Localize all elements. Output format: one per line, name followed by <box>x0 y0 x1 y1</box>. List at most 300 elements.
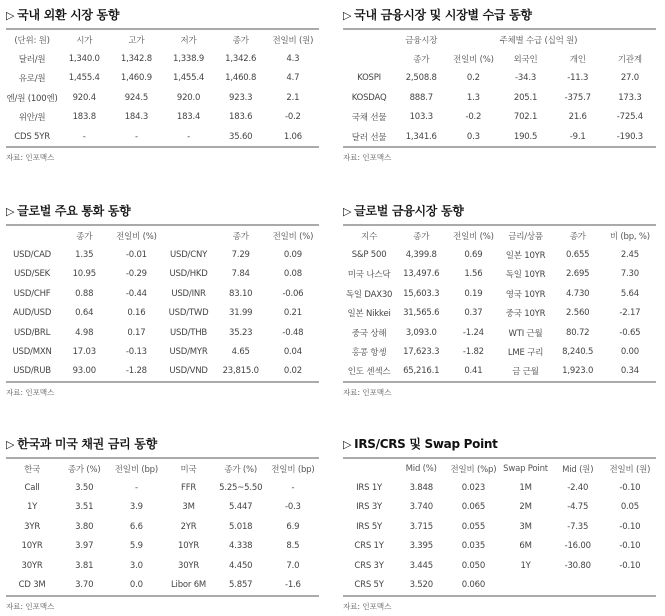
table-cell: 7.84 <box>231 269 250 280</box>
table-row <box>6 245 319 264</box>
table-row <box>343 108 656 127</box>
section-title <box>343 436 656 452</box>
table-cell: 7.29 <box>231 250 250 261</box>
table-cell: 0.34 <box>620 366 639 377</box>
column-header <box>162 225 214 245</box>
table-cell: Libor 6M <box>171 580 207 591</box>
table-cell: -34.3 <box>515 73 537 84</box>
table-cell: USD/SEK <box>14 269 51 280</box>
table-cell: -1.24 <box>462 327 484 338</box>
table-cell: 3.0 <box>129 560 143 571</box>
table-cell: 184.3 <box>124 112 149 123</box>
column-header: 금리/상품 <box>508 231 543 242</box>
table-cell: 영국 10YR <box>505 289 546 300</box>
column-header: 전일비 (%p) <box>450 464 497 475</box>
column-header: 종가 <box>232 35 249 46</box>
triangle-icon: ▷ <box>343 438 352 451</box>
panel-global-market <box>343 203 656 398</box>
column-header: Mid (%) <box>405 463 437 474</box>
table-cell: USD/HKD <box>169 269 208 280</box>
column-header <box>343 458 395 478</box>
table-cell: 달러 선물 <box>351 132 387 143</box>
table-cell: 3.97 <box>75 541 94 552</box>
table-cell: 1,455.4 <box>173 73 205 84</box>
table-cell: -7.35 <box>567 521 589 532</box>
table-cell: USD/CNY <box>169 250 208 261</box>
table-row <box>343 69 656 88</box>
column-header: 종가 <box>413 231 430 242</box>
table-cell: USD/CAD <box>13 250 52 261</box>
table-cell: 183.4 <box>176 112 201 123</box>
table-cell: 위안/원 <box>18 113 46 124</box>
column-header <box>604 29 656 49</box>
table-cell: 10.95 <box>72 269 96 280</box>
table-cell: 173.3 <box>618 92 642 103</box>
section-title-text: 국내 금융시장 및 시장별 수급 동향 <box>354 8 532 22</box>
table-cell: 0.023 <box>461 483 486 494</box>
table-cell: 8.5 <box>286 541 300 552</box>
table-cell: 205.1 <box>513 92 538 103</box>
table-row <box>6 304 319 323</box>
table-cell: 3.395 <box>409 541 433 552</box>
panel-fx-domestic <box>6 7 319 163</box>
table-cell: 93.00 <box>72 366 96 377</box>
column-header: 종가 (%) <box>224 464 258 475</box>
table-cell: 0.2 <box>466 73 480 84</box>
table-cell: 183.8 <box>72 112 96 123</box>
table-cell: 0.060 <box>461 580 486 591</box>
table-cell: -0.10 <box>619 541 641 552</box>
table-cell: 920.0 <box>176 92 201 103</box>
source-note: 자료: 인포맥스 <box>343 388 392 398</box>
table-cell: -375.7 <box>564 92 591 103</box>
section-title-text: 국내 외환 시장 동향 <box>17 8 120 22</box>
table-header-row <box>6 225 319 245</box>
table-cell: Call <box>24 483 40 494</box>
table-row <box>6 108 319 127</box>
table-cell: 702.1 <box>513 112 538 123</box>
table-cell: 3.715 <box>409 521 433 532</box>
table-cell: 독일 10YR <box>505 270 546 281</box>
table-cell <box>604 575 656 595</box>
table-cell: -16.00 <box>564 541 591 552</box>
table-row <box>343 478 656 497</box>
column-header: 종가 <box>413 55 430 66</box>
triangle-icon: ▷ <box>343 9 352 22</box>
column-header <box>343 49 395 68</box>
table-cell: 103.3 <box>409 112 433 123</box>
table-cell: 0.37 <box>464 308 483 319</box>
table-row <box>343 517 656 536</box>
source-note: 자료: 인포맥스 <box>6 153 55 163</box>
table-cell: 15,603.3 <box>403 288 440 299</box>
panel-irs-crs <box>343 436 656 612</box>
table-cell: 3.81 <box>75 560 94 571</box>
global-market-table <box>343 224 656 383</box>
table-cell: 5.9 <box>129 541 143 552</box>
table-cell: -0.10 <box>619 560 641 571</box>
panel-bond-rates <box>6 436 319 612</box>
table-cell: 미국 나스닥 <box>347 270 391 281</box>
table-cell: 35.23 <box>229 327 253 338</box>
table-cell: 0.04 <box>283 347 302 358</box>
table-cell: WTI 근월 <box>508 328 543 339</box>
table-cell: -0.06 <box>282 288 304 299</box>
table-cell: -0.10 <box>619 483 641 494</box>
table-cell: CRS 1Y <box>354 541 384 552</box>
section-title-text: 글로벌 금융시장 동향 <box>354 204 464 218</box>
table-cell: 5.018 <box>229 521 253 532</box>
column-header: 종가 <box>232 231 249 242</box>
table-cell <box>552 575 604 595</box>
table-cell: 923.3 <box>229 92 253 103</box>
table-cell: 3.740 <box>409 502 433 513</box>
table-cell: IRS 3Y <box>356 502 383 513</box>
column-header: 전일비 (원) <box>272 35 314 46</box>
table-cell: - <box>291 483 295 494</box>
section-title <box>6 436 319 452</box>
table-cell <box>499 575 551 595</box>
table-cell: 1.35 <box>75 250 94 261</box>
table-cell: CRS 3Y <box>354 560 384 571</box>
column-header <box>6 225 58 245</box>
table-cell: 2.560 <box>566 308 590 319</box>
table-row <box>6 49 319 68</box>
column-header: 전일비 (%) <box>116 231 157 242</box>
table-cell: 1,340.0 <box>68 54 100 65</box>
column-header: 지수 <box>361 231 378 242</box>
table-cell: 3.9 <box>129 502 143 513</box>
table-cell: 2.45 <box>620 250 639 261</box>
table-cell: -1.28 <box>125 366 147 377</box>
table-cell: 3.445 <box>409 560 433 571</box>
table-cell: 4.730 <box>566 288 590 299</box>
table-cell: 80.72 <box>566 327 590 338</box>
table-cell: 1,923.0 <box>562 366 594 377</box>
table-row <box>6 498 319 517</box>
table-cell: 0.0 <box>129 580 143 591</box>
table-row <box>6 284 319 303</box>
table-cell: 0.3 <box>466 131 480 142</box>
table-cell: 0.88 <box>75 288 94 299</box>
table-cell: 17.03 <box>72 347 96 358</box>
table-header-row <box>6 29 319 49</box>
table-cell: 0.050 <box>461 560 486 571</box>
table-cell: USD/MYR <box>169 347 208 358</box>
column-header: (단위: 원) <box>14 35 50 46</box>
table-cell: 31,565.6 <box>403 308 440 319</box>
table-cell: 13,497.6 <box>403 269 440 280</box>
bond-rates-table <box>6 457 319 597</box>
table-cell: 금 근월 <box>512 367 539 378</box>
table-cell: 0.035 <box>461 541 486 552</box>
table-cell: -0.48 <box>282 327 304 338</box>
table-cell: 1,342.8 <box>120 54 152 65</box>
table-cell: -725.4 <box>616 112 643 123</box>
table-cell: 5.857 <box>229 580 253 591</box>
triangle-icon: ▷ <box>6 438 15 451</box>
column-header: 전일비 (bp) <box>271 464 315 475</box>
table-row <box>6 323 319 342</box>
table-header-row <box>343 49 656 68</box>
table-cell: -1.82 <box>462 347 484 358</box>
table-cell: 0.19 <box>464 288 483 299</box>
table-row <box>343 498 656 517</box>
table-cell: 1.06 <box>283 131 302 142</box>
table-cell: 3.848 <box>409 483 433 494</box>
table-cell: 888.7 <box>409 92 433 103</box>
table-cell: 8,240.5 <box>562 347 594 358</box>
table-cell: 1,460.8 <box>225 73 257 84</box>
table-cell: -2.17 <box>619 308 641 319</box>
table-cell: 0.16 <box>127 308 146 319</box>
table-cell: 1M <box>519 483 532 494</box>
table-cell: 7.30 <box>620 269 639 280</box>
table-cell: KOSDAQ <box>351 92 387 103</box>
panel-domestic-market <box>343 7 656 163</box>
table-row <box>6 517 319 536</box>
table-cell: - <box>82 131 86 142</box>
table-cell: 3.70 <box>75 580 94 591</box>
table-cell: 4.338 <box>229 541 253 552</box>
table-cell: 0.09 <box>283 250 302 261</box>
table-cell: 1.3 <box>466 92 480 103</box>
table-cell: -11.3 <box>567 73 589 84</box>
table-cell: 30YR <box>21 560 43 571</box>
table-row <box>6 556 319 575</box>
table-cell: 0.055 <box>461 521 486 532</box>
column-header: 비 (bp, %) <box>609 231 650 242</box>
table-row <box>6 575 319 595</box>
table-cell: 엔/원 (100엔) <box>6 93 58 104</box>
table-row <box>6 537 319 556</box>
table-cell: 5.447 <box>229 502 253 513</box>
triangle-icon: ▷ <box>343 205 352 218</box>
table-cell: 3,093.0 <box>405 327 437 338</box>
table-cell: 3.80 <box>75 521 94 532</box>
table-cell: 0.02 <box>283 366 302 377</box>
column-header <box>447 29 499 49</box>
irs-crs-table <box>343 457 656 597</box>
table-cell: 65,216.1 <box>403 366 440 377</box>
table-cell: 2,508.8 <box>405 73 437 84</box>
column-header: 미국 <box>180 464 197 475</box>
table-row <box>343 362 656 382</box>
table-cell: 6.6 <box>129 521 143 532</box>
table-cell: S&P 500 <box>351 250 387 261</box>
table-cell: -30.80 <box>564 560 591 571</box>
table-cell: 2.695 <box>566 269 590 280</box>
table-header-row <box>343 29 656 49</box>
domestic-market-table <box>343 28 656 148</box>
triangle-icon: ▷ <box>6 9 15 22</box>
table-cell: 4.450 <box>229 560 253 571</box>
table-cell: -0.13 <box>125 347 147 358</box>
table-cell: 23,815.0 <box>222 366 259 377</box>
table-row <box>343 127 656 147</box>
section-title-text: 글로벌 주요 통화 동향 <box>17 204 131 218</box>
table-cell: KOSPI <box>357 73 381 84</box>
table-header-row <box>343 458 656 478</box>
column-header: 한국 <box>24 464 41 475</box>
table-cell: -0.2 <box>284 112 301 123</box>
table-cell: FFR <box>181 483 197 494</box>
table-cell: 1Y <box>520 560 531 571</box>
table-cell: 일본 Nikkei <box>347 309 391 320</box>
table-cell: USD/THB <box>170 327 208 338</box>
table-cell: USD/INR <box>171 288 206 299</box>
table-cell: IRS 5Y <box>356 521 383 532</box>
table-cell: 21.6 <box>568 112 587 123</box>
table-cell: 920.4 <box>72 92 96 103</box>
table-row <box>343 304 656 323</box>
triangle-icon: ▷ <box>6 205 15 218</box>
table-cell: 27.0 <box>620 73 639 84</box>
table-cell: -0.01 <box>125 250 147 261</box>
table-cell: 10YR <box>177 541 200 552</box>
section-title-text: 한국과 미국 채권 금리 동향 <box>17 437 157 451</box>
table-cell: LME 구리 <box>507 348 544 359</box>
table-row <box>6 342 319 361</box>
table-cell: -0.65 <box>619 327 641 338</box>
table-cell: 홍콩 항셍 <box>351 348 387 359</box>
table-cell: 924.5 <box>124 92 149 103</box>
table-cell: 일본 10YR <box>505 251 546 262</box>
table-cell: 30YR <box>177 560 200 571</box>
table-cell: 6.9 <box>286 521 300 532</box>
table-cell: -190.3 <box>616 131 643 142</box>
table-cell: 0.00 <box>620 347 639 358</box>
table-cell: 31.99 <box>229 308 253 319</box>
table-row <box>343 265 656 284</box>
table-cell: 183.6 <box>229 112 253 123</box>
table-cell: IRS 1Y <box>356 483 383 494</box>
table-cell: 0.21 <box>283 308 302 319</box>
table-cell: 0.69 <box>464 250 483 261</box>
table-cell: 1,460.9 <box>120 73 152 84</box>
table-cell: -0.2 <box>465 112 482 123</box>
source-note: 자료: 인포맥스 <box>343 601 392 611</box>
column-header: 전일비 (%) <box>272 231 314 242</box>
column-header <box>343 29 395 49</box>
table-cell: 35.60 <box>229 131 253 142</box>
table-cell: 3.520 <box>409 580 433 591</box>
column-header: 개인 <box>569 55 586 66</box>
table-cell: - <box>134 131 138 142</box>
source-note: 자료: 인포맥스 <box>6 388 55 398</box>
table-cell: 0.08 <box>283 269 302 280</box>
table-cell: 190.5 <box>513 131 538 142</box>
table-cell: 83.10 <box>229 288 253 299</box>
table-cell: - <box>134 483 138 494</box>
table-cell: 0.655 <box>566 250 590 261</box>
table-cell: 1.56 <box>464 269 483 280</box>
column-header: 시가 <box>76 35 93 46</box>
table-cell: 17,623.3 <box>403 347 440 358</box>
table-cell: -9.1 <box>569 131 586 142</box>
table-row <box>6 88 319 107</box>
table-cell: USD/CHF <box>13 288 51 299</box>
column-header: Swap Point <box>503 463 548 474</box>
table-row <box>6 69 319 88</box>
table-cell: 4.3 <box>286 54 300 65</box>
table-cell: CRS 5Y <box>354 580 384 591</box>
table-cell: 0.065 <box>461 502 486 513</box>
table-row <box>6 265 319 284</box>
table-cell: 2M <box>519 502 532 513</box>
table-cell: - <box>187 131 190 142</box>
table-cell: -2.40 <box>567 483 589 494</box>
table-cell: 7.0 <box>286 560 300 571</box>
table-cell: -1.6 <box>284 580 301 591</box>
table-row <box>343 342 656 361</box>
table-cell: 4.7 <box>286 73 300 84</box>
table-row <box>343 284 656 303</box>
section-title <box>6 203 319 219</box>
table-cell: 4.65 <box>231 347 250 358</box>
table-cell: 6M <box>519 541 532 552</box>
table-cell: 중국 상해 <box>351 328 387 339</box>
column-header: 주체별 수급 (십억 원) <box>499 35 578 46</box>
table-cell: 1,342.6 <box>225 54 257 65</box>
table-cell: 0.05 <box>620 502 639 513</box>
table-row <box>343 245 656 264</box>
table-cell: 4,399.8 <box>405 250 437 261</box>
table-cell: 1,341.6 <box>405 131 437 142</box>
column-header: 종가 <box>569 231 586 242</box>
column-header: 전일비 (%) <box>453 231 494 242</box>
column-header: 기관계 <box>617 55 642 66</box>
table-header-row <box>343 225 656 245</box>
table-cell: -0.3 <box>284 502 301 513</box>
table-cell: USD/VND <box>169 366 208 377</box>
column-header: 종가 <box>76 231 93 242</box>
table-cell: USD/RUB <box>13 366 51 377</box>
table-cell: USD/MXN <box>12 347 52 358</box>
table-row <box>6 478 319 497</box>
table-cell: 3.50 <box>75 483 94 494</box>
section-title-text: IRS/CRS 및 Swap Point <box>354 437 498 451</box>
table-cell: 달러/원 <box>18 55 46 66</box>
table-cell: USD/BRL <box>14 327 51 338</box>
table-cell: 5.64 <box>620 288 639 299</box>
table-cell: 10YR <box>21 541 43 552</box>
table-cell: 3.51 <box>75 502 94 513</box>
table-cell: -0.29 <box>125 269 147 280</box>
column-header: 전일비 (%) <box>453 55 494 66</box>
table-row <box>343 575 656 595</box>
table-cell: AUD/USD <box>12 308 52 319</box>
column-header: 전일비 (bp) <box>114 464 158 475</box>
source-note: 자료: 인포맥스 <box>343 153 392 163</box>
table-row <box>343 88 656 107</box>
column-header: 전일비 (원) <box>609 464 651 475</box>
panel-global-fx <box>6 203 319 398</box>
table-cell: 인도 센섹스 <box>347 367 391 378</box>
source-note: 자료: 인포맥스 <box>6 601 55 611</box>
table-cell: 5.25~5.50 <box>219 483 263 494</box>
table-cell: 중국 10YR <box>505 309 546 320</box>
table-cell: 2.1 <box>286 92 300 103</box>
table-cell: USD/TWD <box>168 308 209 319</box>
table-cell: CDS 5YR <box>14 131 50 142</box>
fx-domestic-table <box>6 28 319 148</box>
table-row <box>343 323 656 342</box>
table-cell: 3M <box>519 521 532 532</box>
table-cell: CD 3M <box>18 580 46 591</box>
table-row <box>343 537 656 556</box>
table-header-row <box>6 458 319 478</box>
